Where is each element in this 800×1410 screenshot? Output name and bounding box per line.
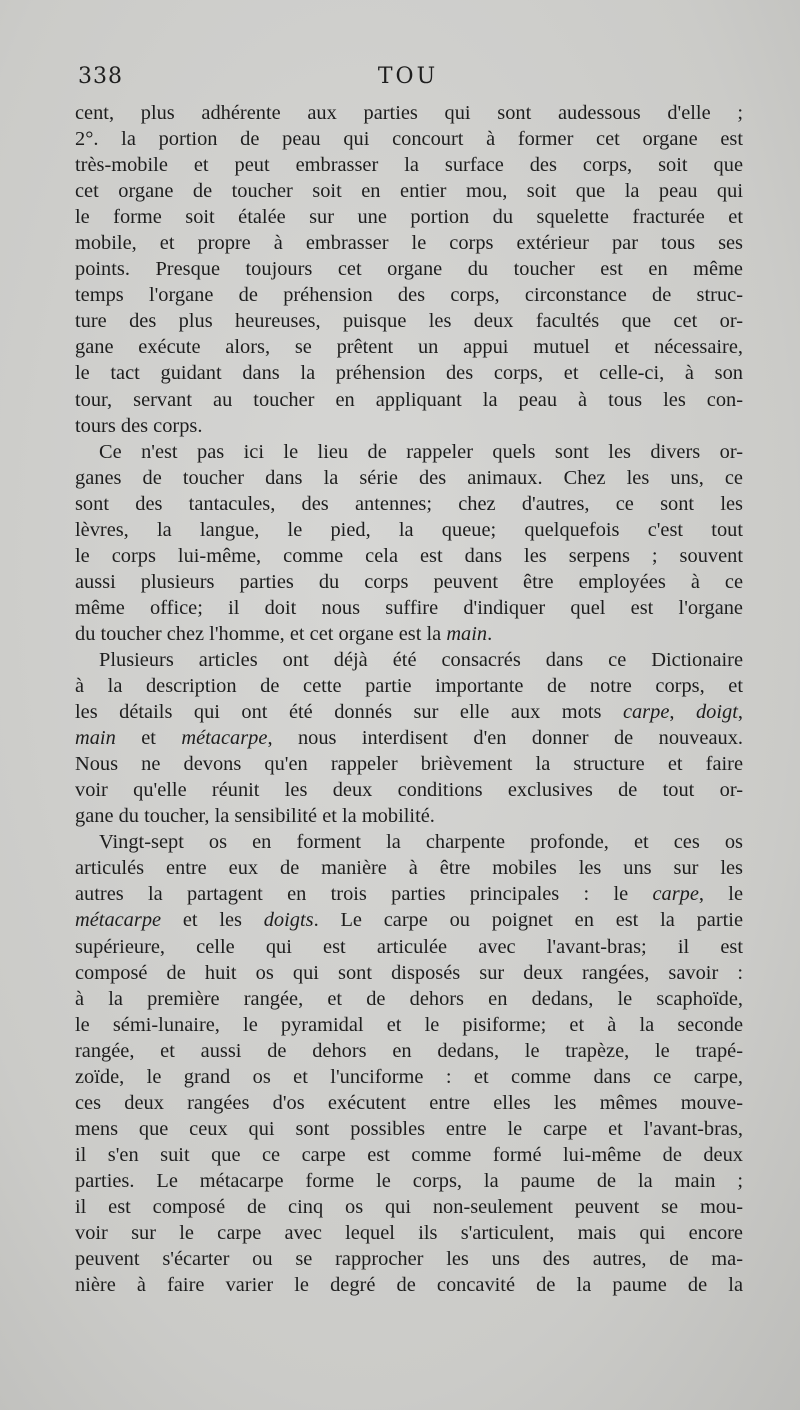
text-segment: peuvent s'écarter ou se rapprocher les uns des autres, de ma-: [75, 1248, 743, 1271]
text-segment: le corps lui-même, comme cela est dans les serpens ; souvent: [75, 544, 743, 567]
text-segment: composé de huit os qui sont disposés sur deux rangées, savoir :: [75, 961, 743, 984]
italic-term: doigts: [263, 909, 314, 932]
text-segment: ,: [669, 701, 696, 724]
italic-term: carpe: [622, 701, 670, 724]
text-line: [75, 439, 743, 465]
text-line: [75, 569, 743, 595]
text-segment: cet organe de toucher soit en entier mou, soit que la peau qui: [75, 180, 743, 203]
text-segment: ces deux rangées d'os exécutent entre elles les mêmes mouve-: [75, 1091, 743, 1114]
text-segment: lèvres, la langue, le pied, la queue; quelquefois c'est tout: [75, 518, 743, 541]
text-segment: rangée, et aussi de dehors en dedans, le trapèze, le trapé-: [75, 1039, 743, 1062]
text-segment: le tact guidant dans la préhension des corps, et celle-ci, à son: [75, 362, 743, 385]
text-segment: zoïde, le grand os et l'unciforme : et comme dans ce carpe,: [75, 1065, 743, 1088]
text-segment: ganes de toucher dans la série des animaux. Chez les uns, ce: [75, 466, 743, 489]
text-segment: nière à faire varier le degré de concavité de la paume de la: [75, 1274, 743, 1297]
text-segment: tours des corps.: [75, 414, 203, 437]
page-header: [78, 64, 738, 94]
text-line: [75, 1064, 743, 1090]
text-line: [75, 803, 743, 829]
text-line: [75, 1090, 743, 1116]
italic-term: carpe: [652, 883, 699, 906]
text-segment: mobile, et propre à embrasser le corps extérieur par tous ses: [75, 232, 743, 255]
running-head: TOU: [377, 64, 439, 89]
text-segment: gane du toucher, la sensibilité et la mobilité.: [75, 805, 435, 828]
text-segment: cent, plus adhérente aux parties qui sont audessous d'elle ;: [75, 102, 743, 124]
text-line: [75, 360, 743, 386]
text-segment: mens que ceux qui sont possibles entre le carpe et l'avant-bras,: [75, 1117, 743, 1140]
text-line: [75, 595, 743, 621]
text-segment: .: [487, 622, 493, 645]
text-segment: à la description de cette partie importante de notre corps, et: [75, 675, 743, 698]
text-line: [75, 126, 743, 152]
text-segment: les détails qui ont été donnés sur elle aux mots: [75, 701, 623, 724]
text-line: [75, 1142, 743, 1168]
text-segment: voir qu'elle réunit les deux conditions exclusives de tout or-: [75, 779, 743, 802]
text-segment: il s'en suit que ce carpe est comme formé lui-même de deux: [75, 1143, 743, 1166]
text-line: [75, 777, 743, 803]
text-segment: voir sur le carpe avec lequel ils s'articulent, mais qui encore: [75, 1222, 743, 1245]
text-line: [75, 1246, 743, 1272]
text-line: [75, 647, 743, 673]
text-segment: tour, servant au toucher en appliquant la peau à tous les con-: [75, 388, 743, 411]
text-line: [75, 934, 743, 960]
text-segment: le forme soit étalée sur une portion du squelette fracturée et: [75, 206, 743, 229]
text-segment: autres la partagent en trois parties principales : le: [75, 883, 653, 906]
text-line: [75, 256, 743, 282]
text-segment: Plusieurs articles ont déjà été consacrés dans ce Dictionaire: [99, 648, 743, 671]
text-segment: supérieure, celle qui est articulée avec l'avant-bras; il est: [75, 935, 743, 958]
body-text: [75, 100, 743, 1298]
text-segment: , nous interdisent d'en donner de nouveaux.: [267, 727, 743, 750]
text-segment: Ce n'est pas ici le lieu de rappeler quels sont les divers or-: [99, 440, 743, 463]
text-line: [75, 282, 743, 308]
text-segment: points. Presque toujours cet organe du toucher est en même: [75, 258, 743, 281]
text-line: [75, 178, 743, 204]
text-line: [75, 465, 743, 491]
text-line: [75, 152, 743, 178]
text-segment: Nous ne devons qu'en rappeler brièvement la structure et faire: [75, 753, 743, 776]
text-line: [75, 699, 743, 725]
italic-term: main: [75, 727, 116, 750]
text-line: [75, 387, 743, 413]
text-line: [75, 204, 743, 230]
text-segment: à la première rangée, et de dehors en dedans, le scaphoïde,: [75, 987, 743, 1010]
text-segment: 2°. la portion de peau qui concourt à former cet organe est: [75, 128, 743, 151]
text-segment: ture des plus heureuses, puisque les deux facultés que cet or-: [75, 310, 743, 333]
text-line: [75, 621, 743, 647]
text-segment: et les: [161, 909, 264, 932]
text-segment: le sémi-lunaire, le pyramidal et le pisiforme; et à la seconde: [75, 1013, 743, 1036]
text-segment: sont des tantacules, des antennes; chez d'autres, ce sont les: [75, 492, 743, 515]
text-line: [75, 100, 743, 126]
text-line: [75, 1168, 743, 1194]
text-segment: articulés entre eux de manière à être mobiles les uns sur les: [75, 857, 743, 880]
text-segment: aussi plusieurs parties du corps peuvent être employées à ce: [75, 570, 743, 593]
text-line: [75, 673, 743, 699]
text-line: [75, 1116, 743, 1142]
text-segment: . Le carpe ou poignet en est la partie: [313, 909, 743, 932]
text-line: [75, 725, 743, 751]
text-segment: ,: [737, 701, 743, 724]
text-line: [75, 1012, 743, 1038]
text-line: [75, 881, 743, 907]
text-line: [75, 855, 743, 881]
text-line: [75, 907, 743, 933]
text-segment: et: [115, 727, 182, 750]
text-line: [75, 986, 743, 1012]
text-line: [75, 1038, 743, 1064]
text-segment: il est composé de cinq os qui non-seulement peuvent se mou-: [75, 1195, 743, 1218]
text-line: [75, 543, 743, 569]
text-line: [75, 517, 743, 543]
text-line: [75, 230, 743, 256]
text-segment: même office; il doit nous suffire d'indiquer quel est l'organe: [75, 596, 743, 619]
page-number: 338: [78, 64, 123, 89]
text-line: [75, 491, 743, 517]
text-segment: , le: [698, 883, 743, 906]
text-line: [75, 1194, 743, 1220]
text-segment: temps l'organe de préhension des corps, circonstance de struc-: [75, 284, 743, 307]
text-segment: du toucher chez l'homme, et cet organe est la: [75, 622, 447, 645]
italic-term: doigt: [695, 701, 738, 724]
text-line: [75, 1220, 743, 1246]
text-line: [75, 1272, 743, 1298]
text-line: [75, 960, 743, 986]
text-line: [75, 334, 743, 360]
text-line: [75, 751, 743, 777]
text-segment: parties. Le métacarpe forme le corps, la paume de la main ;: [75, 1169, 743, 1192]
text-segment: gane exécute alors, se prêtent un appui mutuel et nécessaire,: [75, 336, 743, 359]
text-line: [75, 413, 743, 439]
italic-term: métacarpe: [181, 727, 268, 750]
italic-term: métacarpe: [75, 909, 162, 932]
italic-term: main: [446, 622, 488, 645]
text-line: [75, 308, 743, 334]
text-line: [75, 829, 743, 855]
text-segment: très-mobile et peut embrasser la surface des corps, soit que: [75, 154, 743, 177]
text-segment: Vingt-sept os en forment la charpente profonde, et ces os: [99, 831, 743, 854]
